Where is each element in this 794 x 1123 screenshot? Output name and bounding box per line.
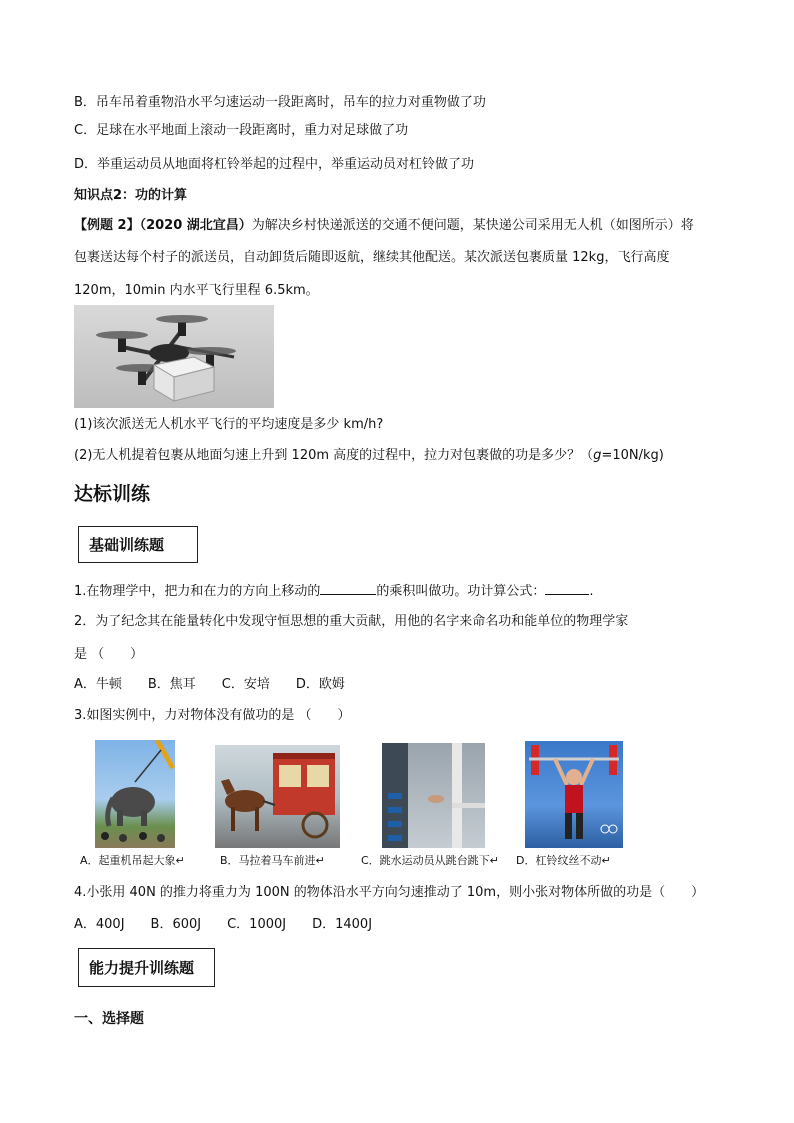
weightlifter-photo [525,741,623,848]
caption-d: D．杠铃纹丝不动↵ [516,854,611,867]
caption-b: B．马拉着马车前进↵ [220,854,325,867]
question-3: 3.如图实例中，力对物体没有做功的是 （ ） [74,708,351,723]
basic-training-box [78,526,198,563]
answer-blank [545,582,589,595]
advanced-training-box [78,948,215,987]
example-question-2 [74,447,664,465]
drone-illustration [74,305,274,408]
question-4: 4.小张用 40N 的推力将重力为 100N 的物体沿水平方向匀速推动了 10m，则小张对物体所做的功是（ ） [74,885,705,900]
question-1-text-b: 的乘积叫做功。功计算公式： [376,584,546,599]
basic-training-label: 基础训练题 [89,536,165,554]
example-text: 为解决乡村快递派送的交通不便问题，某快递公司采用无人机（如图所示）将 [251,218,694,233]
question-1 [74,582,594,601]
question-2-line-1: 2．为了纪念其在能量转化中发现守恒思想的重大贡献，用他的名字来命名功和能单位的物理学家 [74,614,629,629]
diving-illustration [382,743,485,848]
option-c: C．足球在水平地面上滚动一段距离时，重力对足球做了功 [74,123,409,138]
section-heading: 一、选择题 [74,1011,144,1027]
example-question-1: (1)该次派送无人机水平飞行的平均速度是多少 km/h? [74,417,384,432]
example-question-2-end: =10N/kg) [601,448,664,463]
option-d: D．举重运动员从地面将杠铃举起的过程中，举重运动员对杠铃做了功 [74,157,475,172]
answer-blank [320,582,376,595]
question-2-line-2: 是 （ ） [74,647,144,662]
elephant-crane-illustration [95,740,175,848]
question-1-text-a: 1.在物理学中，把力和在力的方向上移动的 [74,584,321,599]
option-b: B．吊车吊着重物沿水平匀速运动一段距离时，吊车的拉力对重物做了功 [74,95,486,110]
knowledge-point-title: 知识点2：功的计算 [74,188,188,203]
question-1-text-c: . [589,584,594,599]
example-line-1 [74,217,694,235]
training-heading: 达标训练 [74,483,151,505]
example-question-2-text: (2)无人机提着包裹从地面匀速上升到 120m 高度的过程中，拉力对包裹做的功是多少？（ [74,448,594,463]
elephant-crane-photo [95,740,175,848]
horse-carriage-photo [215,745,340,848]
diving-photo [382,743,485,848]
advanced-training-label: 能力提升训练题 [89,959,195,977]
example-line-2: 包裹送达每个村子的派送员，自动卸货后随即返航，继续其他配送。某次派送包裹质量 12kg，飞行高度 [74,250,670,265]
caption-c: C．跳水运动员从跳台跳下↵ [361,854,499,867]
question-4-options: A．400J B．600J C．1000J D．1400J [74,917,373,932]
drone-image [74,305,274,408]
example-source: （2020 湖北宜昌） [139,218,252,233]
example-tag: 【例题 2】 [74,218,140,233]
example-line-3: 120m，10min 内水平飞行里程 6.5km。 [74,283,319,298]
question-2-options: A．牛顿 B．焦耳 C．安培 D．欧姆 [74,677,345,692]
caption-a: A．起重机吊起大象↵ [80,854,185,867]
horse-carriage-illustration [215,745,340,848]
weightlifter-illustration [525,741,623,848]
gravity-symbol: g [593,448,602,463]
